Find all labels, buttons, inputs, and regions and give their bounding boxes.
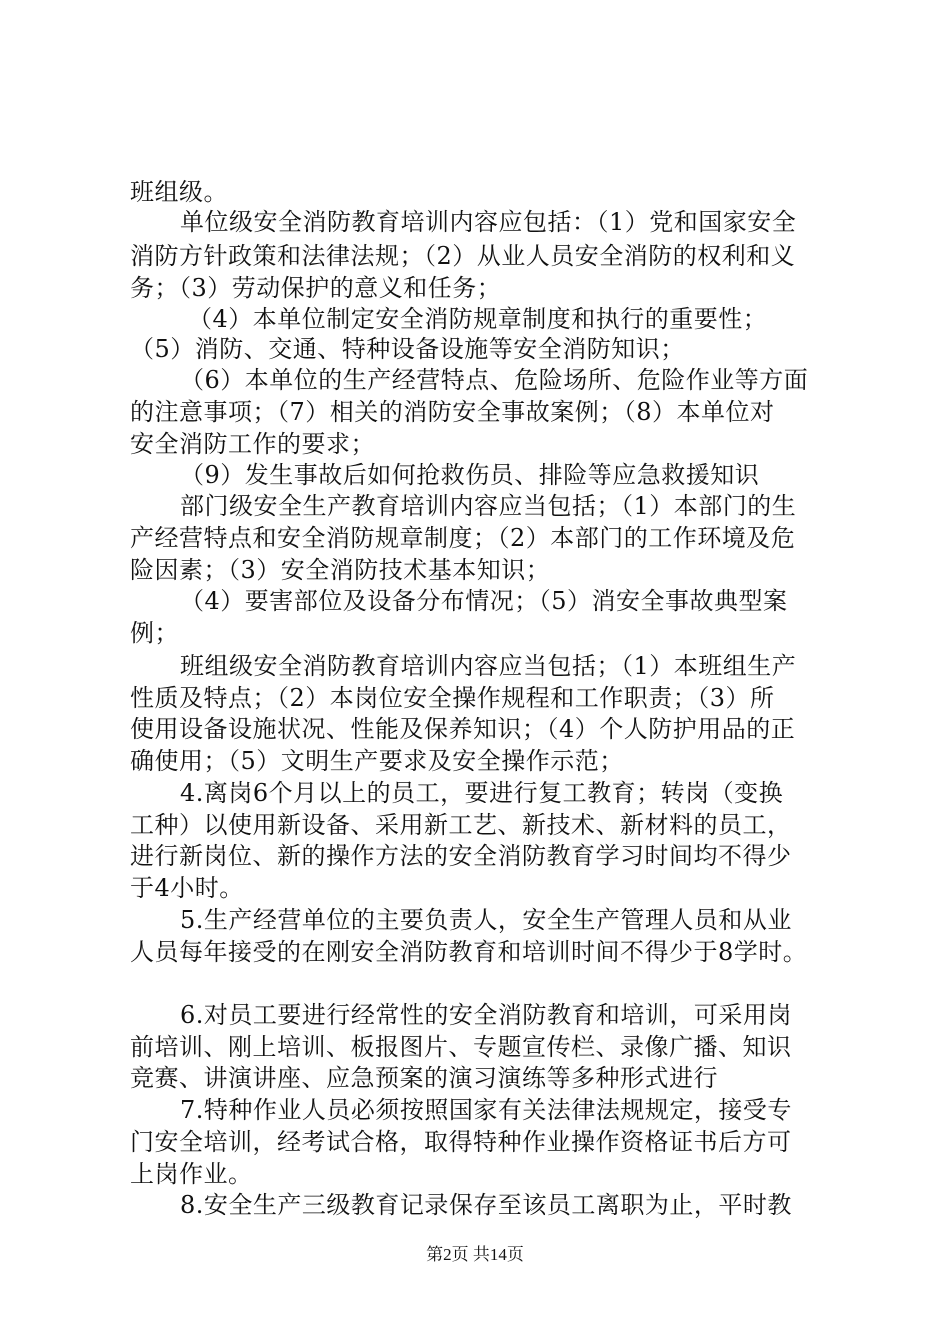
- text-line: 确使用；（5）文明生产要求及安全操作示范；: [130, 747, 624, 775]
- text-line: 8.安全生产三级教育记录保存至该员工离职为止，平时教: [180, 1191, 792, 1219]
- text-line: 产经营特点和安全消防规章制度；（2）本部门的工作环境及危: [130, 524, 796, 552]
- text-line: 险因素；（3）安全消防技术基本知识；: [130, 556, 551, 584]
- text-line: 上岗作业。: [130, 1160, 253, 1188]
- text-line: （4）本单位制定安全消防规章制度和执行的重要性；: [188, 305, 768, 333]
- text-line: 班组级安全消防教育培训内容应当包括；（1）本班组生产: [180, 652, 797, 680]
- text-line: 性质及特点；（2）本岗位安全操作规程和工作职责；（3）所: [130, 684, 775, 712]
- text-line: 工种）以使用新设备、采用新工艺、新技术、新材料的员工，: [130, 811, 792, 839]
- text-line: （6）本单位的生产经营特点、危险场所、危险作业等方面: [180, 366, 809, 394]
- text-line: （4）要害部位及设备分布情况；（5）消安全事故典型案: [180, 587, 788, 615]
- text-line: （5）消防、交通、特种设备设施等安全消防知识；: [130, 335, 685, 363]
- text-line: 部门级安全生产教育培训内容应当包括；（1）本部门的生: [180, 492, 797, 520]
- text-line: 5.生产经营单位的主要负责人，安全生产管理人员和从业: [180, 906, 792, 934]
- text-line: 安全消防工作的要求；: [130, 430, 375, 458]
- text-line: 使用设备设施状况、性能及保养知识；（4）个人防护用品的正: [130, 715, 796, 743]
- text-line: 门安全培训，经考试合格，取得特种作业操作资格证书后方可: [130, 1128, 792, 1156]
- text-line: 前培训、刚上培训、板报图片、专题宣传栏、录像广播、知识: [130, 1033, 792, 1061]
- text-line: 消防方针政策和法律法规；（2）从业人员安全消防的权利和义: [130, 242, 796, 270]
- page-number: 第2页 共14页: [426, 1245, 524, 1264]
- text-line: （9）发生事故后如何抢救伤员、排险等应急救援知识: [180, 461, 760, 489]
- text-line: 进行新岗位、新的操作方法的安全消防教育学习时间均不得少: [130, 842, 792, 870]
- text-line: 单位级安全消防教育培训内容应包括：（1）党和国家安全: [180, 208, 797, 236]
- text-line: 6.对员工要进行经常性的安全消防教育和培训，可采用岗: [180, 1001, 792, 1029]
- text-line: 竞赛、讲演讲座、应急预案的演习演练等多种形式进行: [130, 1064, 718, 1092]
- text-line: 的注意事项；（7）相关的消防安全事故案例；（8）本单位对: [130, 398, 775, 426]
- text-line: 于4小时。: [130, 874, 244, 902]
- text-line: 班组级。: [130, 178, 228, 206]
- text-line: 例；: [130, 619, 179, 647]
- text-line: 4.离岗6个月以上的员工，要进行复工教育；转岗（变换: [180, 779, 784, 807]
- text-line: 7.特种作业人员必须按照国家有关法律法规规定，接受专: [180, 1096, 792, 1124]
- text-line: 务；（3）劳动保护的意义和任务；: [130, 274, 502, 302]
- text-line: 人员每年接受的在刚安全消防教育和培训时间不得少于8学时。: [130, 938, 808, 966]
